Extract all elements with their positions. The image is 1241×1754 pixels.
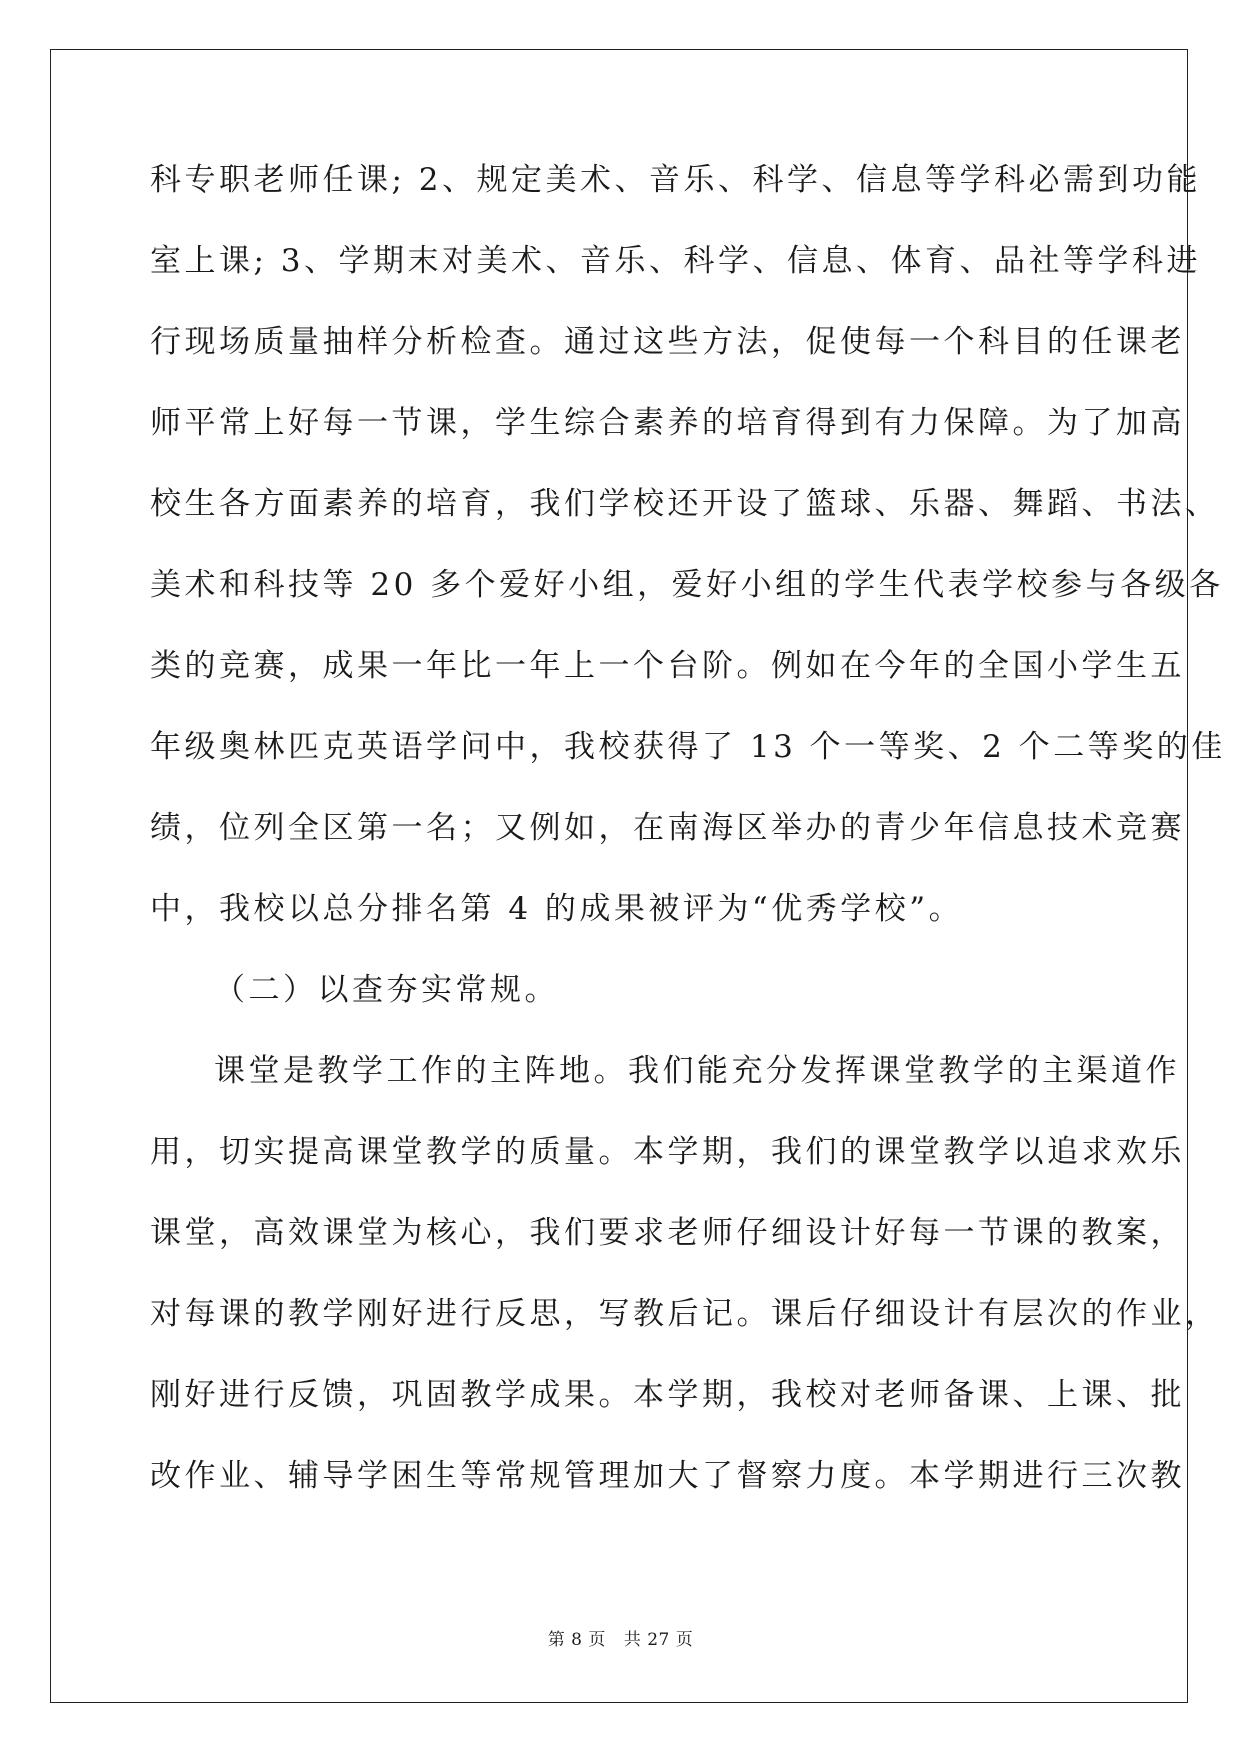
- page-number: 第 8 页: [547, 1630, 606, 1650]
- body-line: 类的竞赛，成果一年比一年上一个台阶。例如在今年的全国小学生五: [150, 648, 1185, 684]
- page-total: 共 27 页: [623, 1630, 694, 1650]
- body-line: 中，我校以总分排名第 4 的成果被评为“优秀学校”。: [150, 891, 964, 927]
- body-line: 年级奥林匹克英语学问中，我校获得了 13 个一等奖、2 个二等奖的佳: [150, 729, 1226, 765]
- body-line: 改作业、辅导学困生等常规管理加大了督察力度。本学期进行三次教: [150, 1458, 1185, 1494]
- body-line: 用，切实提高课堂教学的质量。本学期，我们的课堂教学以追求欢乐: [150, 1134, 1185, 1170]
- document-body: [150, 160, 1226, 1537]
- body-line: 美术和科技等 20 多个爱好小组，爱好小组的学生代表学校参与各级各: [150, 567, 1224, 603]
- paragraph-first-line: 课堂是教学工作的主阵地。我们能充分发挥课堂教学的主渠道作: [214, 1053, 1180, 1089]
- body-line: 刚好进行反馈，巩固教学成果。本学期，我校对老师备课、上课、批: [150, 1377, 1185, 1413]
- body-line: 对每课的教学刚好进行反思，写教后记。课后仔细设计有层次的作业，: [150, 1296, 1220, 1332]
- body-line: 室上课; 3、学期末对美术、音乐、科学、信息、体育、品社等学科进: [150, 243, 1202, 279]
- body-line: 科专职老师任课; 2、规定美术、音乐、科学、信息等学科必需到功能: [150, 162, 1202, 198]
- body-line: 课堂，高效课堂为核心，我们要求老师仔细设计好每一节课的教案，: [150, 1215, 1185, 1251]
- body-line: 绩，位列全区第一名；又例如，在南海区举办的青少年信息技术竞赛: [150, 810, 1185, 846]
- body-line: 行现场质量抽样分析检查。通过这些方法，促使每一个科目的任课老: [150, 324, 1185, 360]
- page-footer: [0, 1625, 1241, 1650]
- body-line: 校生各方面素养的培育，我们学校还开设了篮球、乐器、舞蹈、书法、: [150, 486, 1220, 522]
- section-heading: （二）以查夯实常规。: [214, 972, 559, 1008]
- body-line: 师平常上好每一节课，学生综合素养的培育得到有力保障。为了加高: [150, 405, 1185, 441]
